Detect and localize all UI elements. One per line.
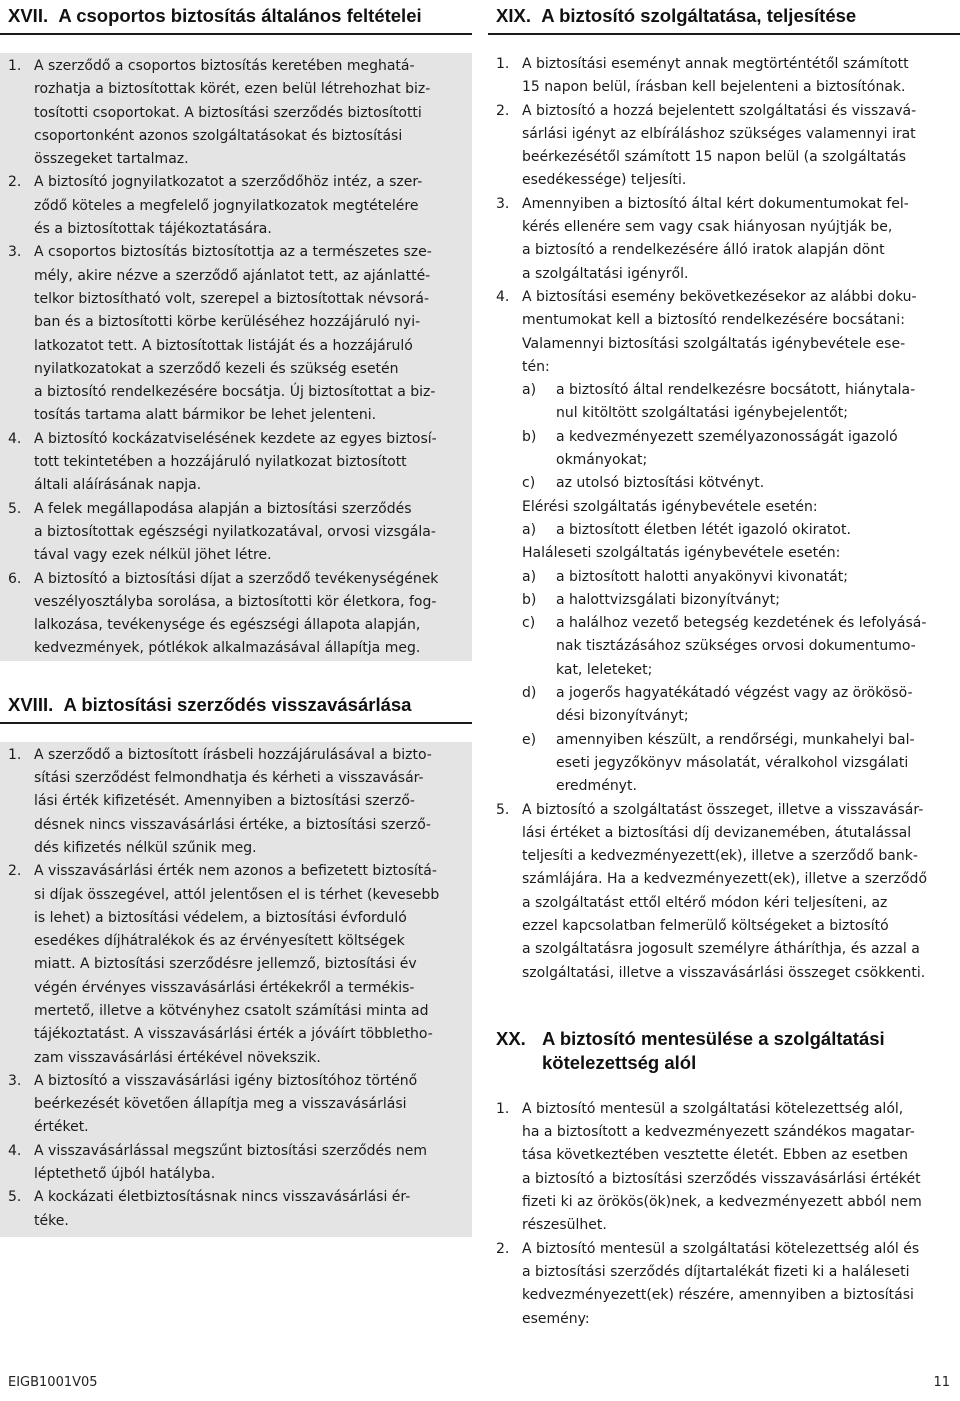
item-text xyxy=(522,286,960,799)
text-line: A visszavásárlással megszűnt biztosítási szerződés nem xyxy=(34,1142,428,1159)
text-line: Valamennyi biztosítási szolgáltatás igénybevétele ese- xyxy=(522,335,906,352)
item-text xyxy=(522,1098,960,1238)
list-item xyxy=(488,286,960,799)
list-item xyxy=(488,100,960,193)
item-text xyxy=(34,1140,472,1187)
section-list xyxy=(0,744,472,1233)
text-line: az utolsó biztosítási kötvényt. xyxy=(556,475,765,492)
item-text xyxy=(34,171,472,241)
text-line: összegeket tartalmaz. xyxy=(34,151,189,168)
text-line: esedékes díjhátralékok és az érvényesített költségek xyxy=(34,933,405,950)
text-line: mentumokat kell a biztosító rendelkezésére bocsátani: xyxy=(522,312,905,329)
item-text xyxy=(34,744,472,860)
text-line: a jogerős hagyatékátadó végzést vagy az örökösö- xyxy=(556,685,913,702)
text-line: A biztosító kockázatviselésének kezdete az egyes biztosí- xyxy=(34,430,437,447)
sub-item-letter: e) xyxy=(522,731,537,748)
sub-item-text xyxy=(556,729,960,799)
text-line: tása következtében vesztette életét. Ebben az esetben xyxy=(522,1147,909,1164)
section-body-xvii xyxy=(0,53,472,661)
item-text xyxy=(522,193,960,286)
text-line: csoportonként azonos szolgáltatásokat és biztosítási xyxy=(34,127,403,144)
sub-heading: Elérési szolgáltatás igénybevétele esetén: xyxy=(522,498,818,515)
text-line: ződő köteles a megfelelő jognyilatkozatok megtételére xyxy=(34,197,419,214)
sub-item-text xyxy=(556,612,960,682)
item-number: 3. xyxy=(8,1072,22,1089)
item-number: 2. xyxy=(8,863,22,880)
text-line: A kockázati életbiztosításnak nincs visszavásárlási ér- xyxy=(34,1189,411,1206)
text-line: A biztosítási eseményt annak megtörténtétől számított xyxy=(522,56,909,72)
list-item xyxy=(0,171,472,241)
sub-item xyxy=(522,566,960,589)
list-item xyxy=(488,1098,960,1238)
text-line: okmányokat; xyxy=(556,452,648,469)
text-line: A biztosító a biztosítási díjat a szerződő tevékenységének xyxy=(34,570,439,587)
text-line: nul kitöltött szolgáltatási igénybejelentőt; xyxy=(556,405,848,422)
section-list xyxy=(488,53,960,985)
item-number: 4. xyxy=(8,430,22,447)
list-item xyxy=(0,744,472,860)
sub-item xyxy=(522,589,960,612)
text-line: ha a biztosított a kedvezményezett szándékos magatar- xyxy=(522,1124,915,1141)
sub-item-letter: b) xyxy=(522,591,537,608)
text-line: A biztosító a visszavásárlási igény biztosítóhoz történő xyxy=(34,1072,418,1089)
sub-item-letter: c) xyxy=(522,615,536,632)
text-line: kat, leleteket; xyxy=(556,661,653,678)
text-line: a szolgáltatást ettől eltérő módon kéri teljesíteni, az xyxy=(522,894,888,911)
item-text xyxy=(34,241,472,427)
text-line: telkor biztosítható volt, szerepel a biztosítottak névsorá- xyxy=(34,290,430,307)
text-line: sárlási igényt az elbíráláshoz szükséges valamennyi irat xyxy=(522,125,916,142)
item-number: 5. xyxy=(8,500,22,517)
text-line: dési bizonyítványt; xyxy=(556,708,689,725)
text-line: a kedvezményezett személyazonosságát igazoló xyxy=(556,428,898,445)
text-line: veszélyosztályba sorolása, a biztosítotti kör életkora, fog- xyxy=(34,593,437,610)
item-number: 5. xyxy=(496,801,510,818)
sub-item-letter: a) xyxy=(522,521,537,538)
section-number: XIX. xyxy=(496,5,531,26)
item-text xyxy=(34,1070,472,1140)
text-line: A szerződő a csoportos biztosítás keretében meghatá- xyxy=(34,58,415,74)
text-line: amennyiben készült, a rendőrségi, munkahelyi bal- xyxy=(556,731,915,748)
sub-item xyxy=(522,729,960,799)
text-line: a biztosított életben létét igazoló okiratot. xyxy=(556,521,851,538)
text-line: ban és a biztosítotti körbe kerüléséhez hozzájáruló nyi- xyxy=(34,314,421,331)
text-line: a szolgáltatási igényről. xyxy=(522,265,689,282)
item-number: 1. xyxy=(496,56,510,72)
sub-item xyxy=(522,682,960,729)
sub-item-text xyxy=(556,472,960,495)
sub-item-text xyxy=(556,519,960,542)
text-line: dés kifizetés nélkül szűnik meg. xyxy=(34,839,257,856)
text-line: mély, akire nézve a szerződő ajánlatot tett, az ajánlatté- xyxy=(34,267,431,284)
item-number: 1. xyxy=(8,58,22,74)
item-number: 5. xyxy=(8,1189,22,1206)
text-line: a halottvizsgálati bizonyítványt; xyxy=(556,591,780,608)
text-line: kérés ellenére sem vagy csak hiányosan nyújtják be, xyxy=(522,219,893,236)
sub-heading: Haláleseti szolgáltatás igénybevétele esetén: xyxy=(522,545,841,562)
text-line: a biztosítási szerződés díjtartalékát fizeti ki a haláleseti xyxy=(522,1263,910,1280)
item-text xyxy=(522,100,960,193)
text-line: A felek megállapodása alapján a biztosítási szerződés xyxy=(34,500,412,517)
item-number: 2. xyxy=(8,174,22,191)
text-line: 15 napon belül, írásban kell bejelenteni a biztosítónak. xyxy=(522,79,906,96)
list-item xyxy=(0,568,472,661)
text-line: fizeti ki az örökös(ök)nek, a kedvezményezett abból nem xyxy=(522,1194,922,1211)
text-line: sítási szerződést felmondhatja és kérheti a visszavásár- xyxy=(34,770,424,787)
text-line: tott tekintetében a hozzájáruló nyilatkozat biztosított xyxy=(34,454,407,471)
text-line: lalkozása, tevékenysége és egészségi állapota alapján, xyxy=(34,617,421,634)
text-line: esemény: xyxy=(522,1310,590,1327)
text-line: a biztosított halotti anyakönyvi kivonatát; xyxy=(556,568,848,585)
text-line: A biztosító mentesül a szolgáltatási kötelezettség alól és xyxy=(522,1240,920,1257)
item-text xyxy=(34,860,472,1070)
text-line: Amennyiben a biztosító által kért dokumentumokat fel- xyxy=(522,195,909,212)
sub-item-letter: d) xyxy=(522,685,537,702)
list-item xyxy=(0,1186,472,1233)
text-line: mertető, illetve a kötvényhez csatolt számítási minta ad xyxy=(34,1002,429,1019)
text-line: A biztosító a szolgáltatást összeget, illetve a visszavásár- xyxy=(522,801,924,818)
text-line: désnek nincs visszavásárlási értéke, a biztosítási szerző- xyxy=(34,816,431,833)
list-item xyxy=(488,799,960,985)
item-number: 6. xyxy=(8,570,22,587)
text-line: A csoportos biztosítás biztosítottja az a természetes sze- xyxy=(34,244,432,261)
text-line: si díjak összegével, attól jelentősen el is térhet (kevesebb xyxy=(34,886,440,903)
section-title-line: A biztosító mentesülése a szolgáltatási xyxy=(542,1027,885,1049)
sub-item xyxy=(522,612,960,682)
section-heading-xviii xyxy=(0,689,472,724)
section-body-xviii xyxy=(0,742,472,1237)
text-line: A biztosító jognyilatkozatot a szerződőhöz intéz, a szer- xyxy=(34,174,423,191)
item-number: 2. xyxy=(496,102,510,119)
list-item xyxy=(0,498,472,568)
text-line: általi aláírásának napja. xyxy=(34,477,202,494)
text-line: lási értéket a biztosítási díj devizanemében, átutalással xyxy=(522,824,912,841)
sub-item-letter: a) xyxy=(522,382,537,399)
section-number: XX. xyxy=(496,1027,526,1049)
text-line: a biztosító a biztosítási szerződés visszavásárlási értékét xyxy=(522,1170,921,1187)
item-number: 2. xyxy=(496,1240,510,1257)
sub-item-text xyxy=(556,682,960,729)
item-text xyxy=(522,1238,960,1331)
list-item xyxy=(0,55,472,171)
section-list xyxy=(0,55,472,661)
sub-item xyxy=(522,426,960,473)
section-title: A biztosítási szerződés visszavásárlása xyxy=(63,693,412,715)
item-number: 3. xyxy=(496,195,510,212)
sub-item-text xyxy=(556,379,960,426)
text-line: ezzel kapcsolatban felmerülő költségeket a biztosító xyxy=(522,917,889,934)
page-number: 11 xyxy=(933,1375,950,1390)
sub-item-text xyxy=(556,589,960,612)
text-line: zam visszavásárlási értékével növekszik. xyxy=(34,1049,321,1066)
item-text xyxy=(34,568,472,661)
section-number: XVIII. xyxy=(8,693,54,715)
text-line: léptethető újból hatályba. xyxy=(34,1166,216,1183)
text-line: beérkezését követően állapítja meg a visszavásárlási xyxy=(34,1096,407,1113)
section-title-line: kötelezettség alól xyxy=(542,1051,697,1073)
list-item xyxy=(0,428,472,498)
text-line: nyilatkozatokat a szerződő kezeli és szükség esetén xyxy=(34,360,399,377)
list-item xyxy=(488,193,960,286)
text-line: A visszavásárlási érték nem azonos a befizetett biztosítá- xyxy=(34,863,437,880)
text-line: beérkezésétől számított 15 napon belül (a szolgáltatás xyxy=(522,149,907,166)
sub-item-letter: b) xyxy=(522,428,537,445)
text-line: értéket. xyxy=(34,1119,89,1136)
text-line: latkozatot tett. A biztosítottak listáját és a hozzájáruló xyxy=(34,337,413,354)
text-line: teljesíti a kedvezményezett(ek), illetve a szerződő bank- xyxy=(522,848,918,865)
text-line: kedvezményezett(ek) részére, amennyiben a biztosítási xyxy=(522,1287,914,1304)
text-line: lási érték kifizetését. Amennyiben a biztosítási szerző- xyxy=(34,793,415,810)
sub-item-letter: a) xyxy=(522,568,537,585)
text-line: a biztosító a rendelkezésére álló iratok alapján dönt xyxy=(522,242,885,259)
text-line: a biztosító által rendelkezésre bocsátott, hiánytala- xyxy=(556,382,916,399)
list-item xyxy=(0,1140,472,1187)
sub-item xyxy=(522,472,960,495)
text-line: a szolgáltatásra jogosult személyre átháríthja, és azzal a xyxy=(522,941,920,958)
item-text xyxy=(34,498,472,568)
item-number: 4. xyxy=(496,288,510,305)
left-column xyxy=(0,0,472,1237)
item-number: 3. xyxy=(8,244,22,261)
item-text xyxy=(522,799,960,985)
section-heading-xvii xyxy=(0,0,472,35)
text-line: miatt. A biztosítási szerződésre jellemző, biztosítási év xyxy=(34,956,417,973)
item-text xyxy=(34,1186,472,1233)
text-line: esedékessége) teljesíti. xyxy=(522,172,687,189)
document-code: EIGB1001V05 xyxy=(8,1375,98,1390)
item-number: 4. xyxy=(8,1142,22,1159)
text-line: és a biztosítottak tájékoztatására. xyxy=(34,221,272,238)
text-line: tával vagy ezek nélkül jöhet létre. xyxy=(34,547,272,564)
text-line: A biztosító a hozzá bejelentett szolgáltatási és visszavá- xyxy=(522,102,917,119)
item-text xyxy=(34,428,472,498)
section-title: A biztosító szolgáltatása, teljesítése xyxy=(541,5,857,26)
text-line: A biztosító mentesül a szolgáltatási kötelezettség alól, xyxy=(522,1100,904,1117)
item-number: 1. xyxy=(496,1100,510,1117)
text-line: a biztosító rendelkezésére bocsátja. Új biztosítottat a biz- xyxy=(34,384,436,401)
text-line: tájékoztatást. A visszavásárlási érték a jóváírt többletho- xyxy=(34,1026,433,1043)
item-number: 1. xyxy=(8,746,22,763)
list-item xyxy=(0,860,472,1070)
text-line: eredményt. xyxy=(556,778,637,795)
sub-item-text xyxy=(556,566,960,589)
text-line: számlájára. Ha a kedvezményezett(ek), illetve a szerződő xyxy=(522,871,928,888)
text-line: eseti jegyzőkönyv másolatát, véralkohol vizsgálati xyxy=(556,754,909,771)
section-list xyxy=(488,1098,960,1331)
sub-item-text xyxy=(556,426,960,473)
text-line: A szerződő a biztosított írásbeli hozzájárulásával a bizto- xyxy=(34,746,432,763)
text-line: szolgáltatási, illetve a visszavásárlási összeget csökkenti. xyxy=(522,964,926,981)
list-item xyxy=(0,241,472,427)
list-item xyxy=(488,53,960,100)
text-line: kedvezmények, pótlékok alkalmazásával állapítja meg. xyxy=(34,640,421,657)
text-line: a halálhoz vezető betegség kezdetének és lefolyásá- xyxy=(556,615,927,632)
item-text xyxy=(522,53,960,100)
sub-item-letter: c) xyxy=(522,475,536,492)
right-column xyxy=(488,0,960,1331)
text-line: A biztosítási esemény bekövetkezésekor az alábbi doku- xyxy=(522,288,917,305)
item-text xyxy=(34,55,472,171)
sub-item xyxy=(522,379,960,426)
section-heading-xx xyxy=(488,1023,960,1080)
text-line: tosítás tartama alatt bármikor be lehet jelenteni. xyxy=(34,407,377,424)
text-line: tosítotti csoportokat. A biztosítási szerződés biztosítotti xyxy=(34,104,422,121)
text-line: részesülhet. xyxy=(522,1217,607,1234)
section-title: A csoportos biztosítás általános feltételei xyxy=(58,5,422,26)
text-line: végén érvényes visszavásárlási értékekről a termékis- xyxy=(34,979,415,996)
sub-item xyxy=(522,519,960,542)
list-item xyxy=(488,1238,960,1331)
text-line: a biztosítottak egészségi nyilatkozatával, orvosi vizsgála- xyxy=(34,523,436,540)
text-line: rozhatja a biztosítottak körét, ezen belül létrehozhat biz- xyxy=(34,81,431,98)
section-heading-xix xyxy=(488,0,960,35)
text-line: téke. xyxy=(34,1212,69,1229)
text-line: is lehet) a biztosítási védelem, a biztosítási évforduló xyxy=(34,909,407,926)
text-line: tén: xyxy=(522,358,550,375)
section-number: XVII. xyxy=(8,5,49,26)
list-item xyxy=(0,1070,472,1140)
text-line: nak tisztázásához szükséges orvosi dokumentumo- xyxy=(556,638,916,655)
